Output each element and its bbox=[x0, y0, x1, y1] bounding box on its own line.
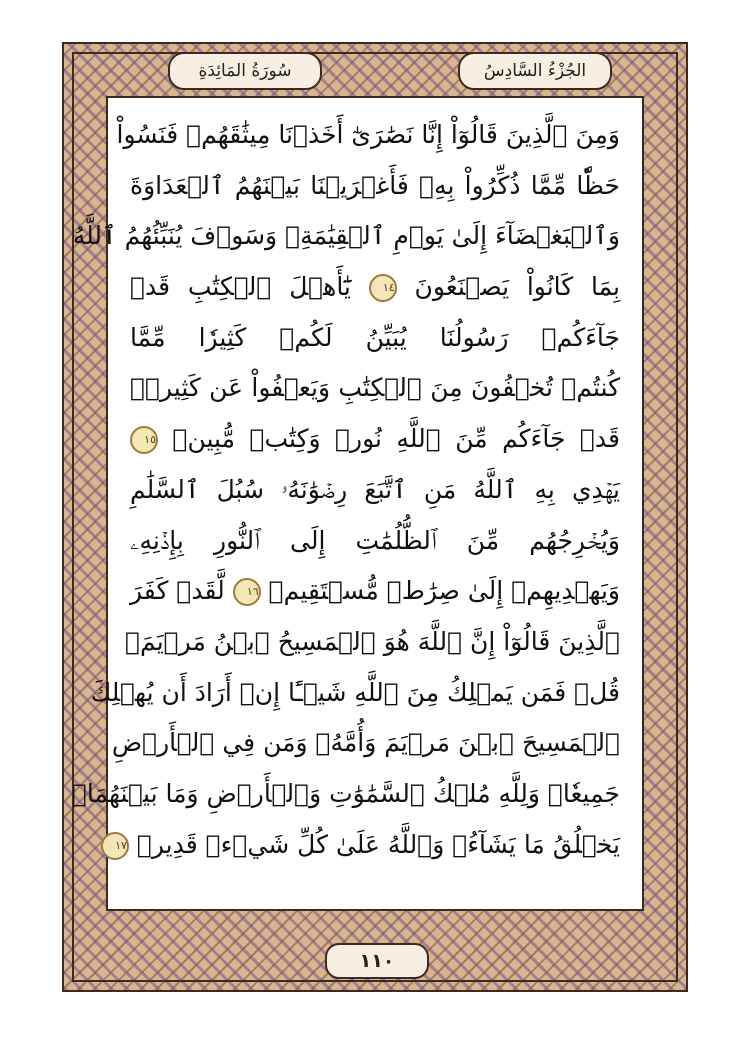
juz-label: الجُزْءُ السَّادِسُ bbox=[458, 52, 612, 90]
text-line bbox=[130, 313, 620, 364]
line-text: وَيَهۡدِيهِمۡ إِلَىٰ صِرَٰطٖ مُّسۡتَقِيمٖ bbox=[268, 576, 620, 606]
text-line bbox=[130, 414, 620, 465]
text-line bbox=[130, 161, 620, 212]
line-text: وَمِنَ ٱلَّذِينَ قَالُوٓاْ إِنَّا نَصَٰرَىٰٓ أَخَذۡنَا مِيثَٰقَهُمۡ فَنَسُواْ bbox=[116, 120, 620, 149]
text-line bbox=[111, 718, 620, 769]
line-text: يَهۡدِي بِهِ ٱللَّهُ مَنِ ٱتَّبَعَ رِضۡوَٰنَهُۥ سُبُلَ ٱلسَّلَٰمِ bbox=[130, 474, 620, 504]
quran-text bbox=[71, 110, 621, 870]
line-text: وَيُخۡرِجُهُم مِّنَ ٱلظُّلُمَٰتِ إِلَى ٱلنُّورِ بِإِذۡنِهِۦ bbox=[130, 525, 620, 555]
line-text-after: يَٰٓأَهۡلَ ٱلۡكِتَٰبِ قَدۡ bbox=[130, 272, 351, 302]
line-text: ٱلَّذِينَ قَالُوٓاْ إِنَّ ٱللَّهَ هُوَ ٱلۡمَسِيحُ ٱبۡنُ مَرۡيَمَۚ bbox=[125, 626, 620, 656]
text-line bbox=[130, 516, 620, 567]
line-text: ٱلۡمَسِيحَ ٱبۡنَ مَرۡيَمَ وَأُمَّهُۥ وَمَن فِي ٱلۡأَرۡضِ bbox=[111, 728, 620, 758]
ayah-number-marker: ١٦ bbox=[233, 578, 261, 606]
line-text-after: لَّقَدۡ كَفَرَ bbox=[130, 576, 225, 606]
ayah-number-marker: ١٥ bbox=[130, 426, 158, 454]
page-header bbox=[108, 52, 642, 88]
page-number: ١١٠ bbox=[325, 943, 429, 979]
line-text: جَمِيعٗاۗ وَلِلَّهِ مُلۡكُ ٱلسَّمَٰوَٰتِ وَٱلۡأَرۡضِ وَمَا بَيۡنَهُمَاۚ bbox=[71, 778, 620, 808]
line-text: كُنتُمۡ تُخۡفُونَ مِنَ ٱلۡكِتَٰبِ وَيَعۡفُواْ عَن كَثِيرٖۚ bbox=[130, 373, 620, 403]
text-line bbox=[71, 769, 620, 820]
line-text: بِمَا كَانُواْ يَصۡنَعُونَ bbox=[414, 272, 621, 302]
text-line bbox=[116, 110, 620, 161]
text-line bbox=[130, 262, 620, 313]
line-text: وَٱلۡبَغۡضَآءَ إِلَىٰ يَوۡمِ ٱلۡقِيَٰمَةِۚ وَسَوۡفَ يُنَبِّئُهُمُ ٱللَّهُ bbox=[72, 221, 620, 251]
text-line bbox=[130, 566, 620, 617]
line-text: قَدۡ جَآءَكُم مِّنَ ٱللَّهِ نُورٞ وَكِتَٰبٞ مُّبِينٞ bbox=[172, 424, 621, 454]
text-area bbox=[71, 96, 644, 911]
line-text: يَخۡلُقُ مَا يَشَآءُۚ وَٱللَّهُ عَلَىٰ كُلِّ شَيۡءٖ قَدِيرٞ bbox=[136, 829, 620, 859]
text-line bbox=[130, 363, 620, 414]
surah-label: سُورَةُ المَائِدَةِ bbox=[168, 52, 322, 90]
text-line bbox=[72, 211, 620, 262]
line-text: جَآءَكُمۡ رَسُولُنَا يُبَيِّنُ لَكُمۡ كَثِيرٗا مِّمَّا bbox=[130, 322, 620, 352]
text-line bbox=[90, 668, 620, 719]
ayah-number-marker: ١٤ bbox=[369, 274, 397, 302]
line-text: حَظّٗا مِّمَّا ذُكِّرُواْ بِهِۦ فَأَغۡرَيۡنَا بَيۡنَهُمُ ٱلۡعَدَاوَةَ bbox=[130, 170, 620, 200]
text-line bbox=[115, 820, 620, 871]
text-line bbox=[125, 617, 620, 668]
text-line bbox=[130, 465, 620, 516]
line-text: قُلۡ فَمَن يَمۡلِكُ مِنَ ٱللَّهِ شَيۡـًٔا إِنۡ أَرَادَ أَن يُهۡلِكَ bbox=[90, 677, 620, 707]
ayah-number-marker: ١٧ bbox=[101, 832, 129, 860]
